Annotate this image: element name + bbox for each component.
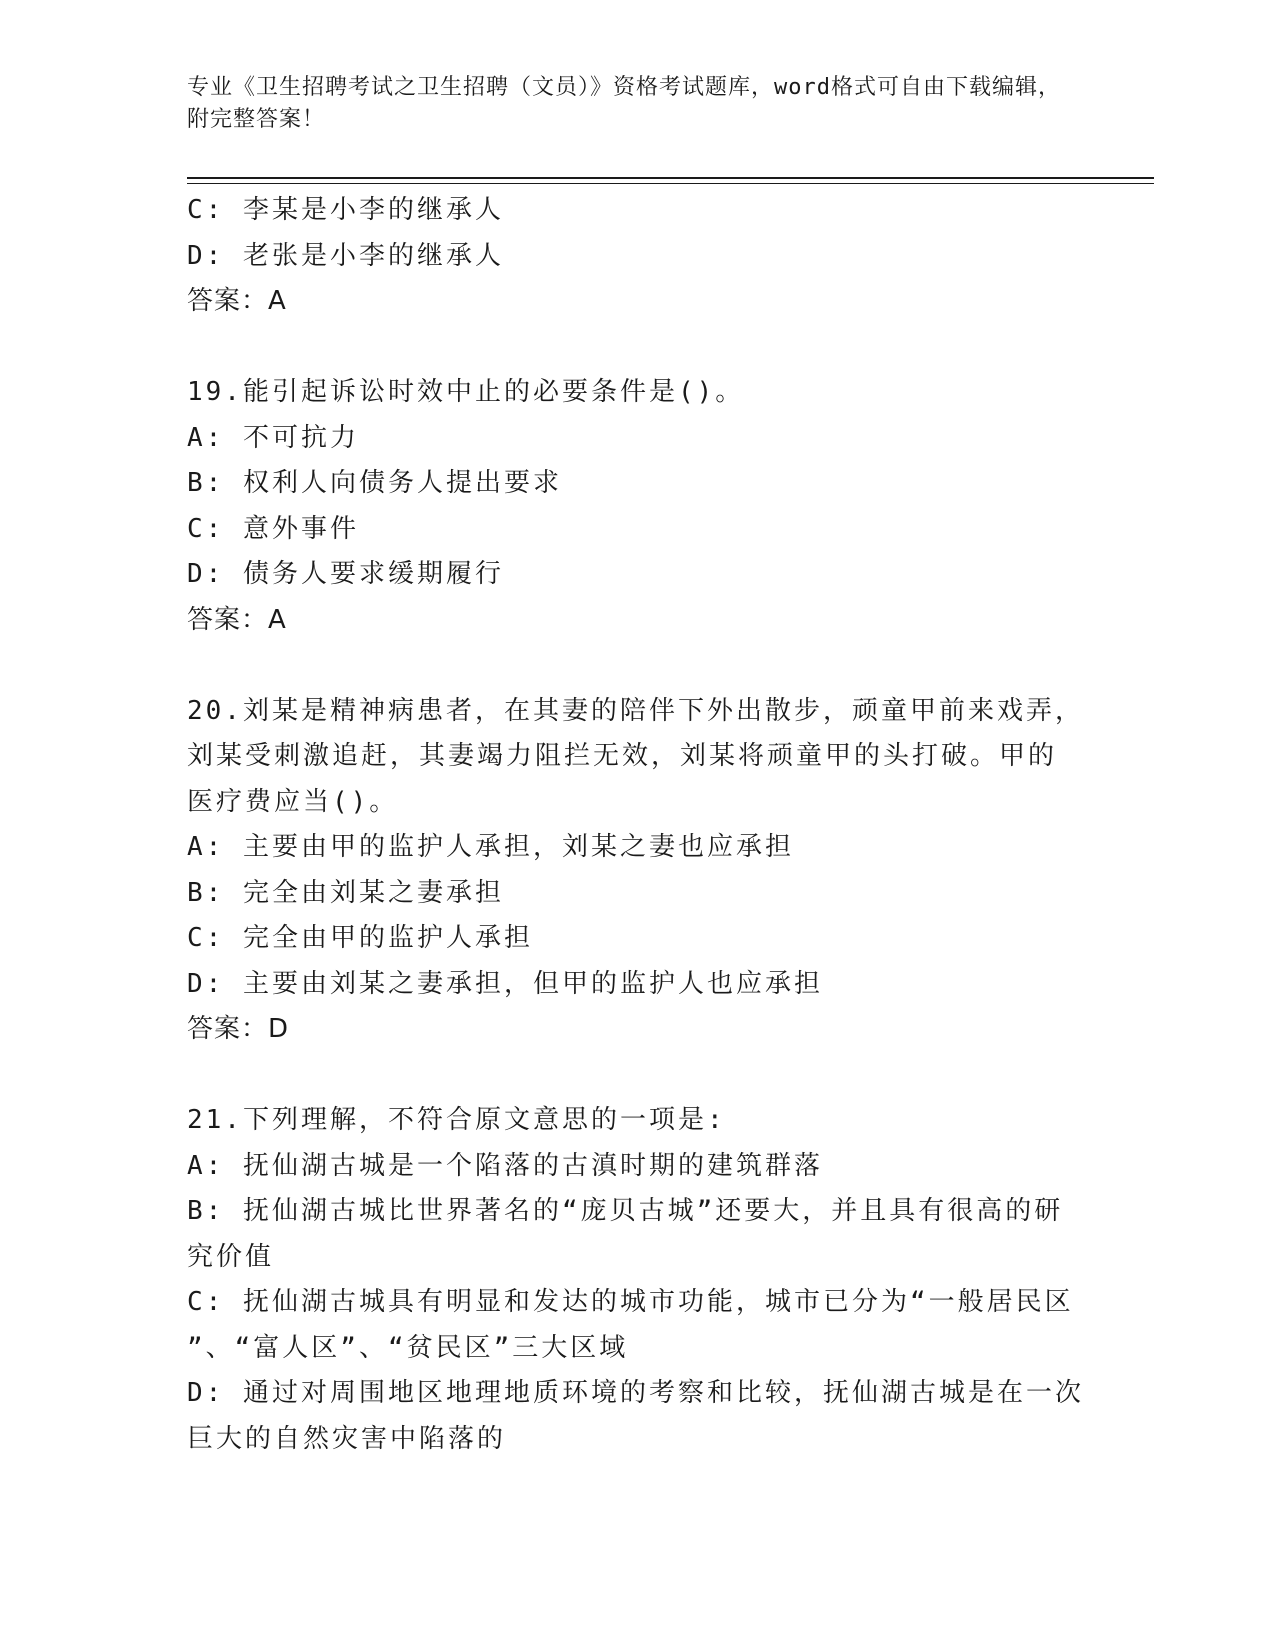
spacer: [187, 325, 1087, 371]
option-line: D: 债务人要求缓期履行: [187, 559, 504, 589]
option-line: B: 完全由刘某之妻承担: [187, 877, 504, 908]
header-rule-thin: [187, 183, 1154, 184]
option-line: A: 抚仙湖古城是一个陷落的古滇时期的建筑群落: [187, 1150, 823, 1181]
option-line: ”、“富人区”、“贫民区”三大区域: [187, 1332, 629, 1363]
header-rule-thick: [187, 177, 1154, 179]
option-line: B: 抚仙湖古城比世界著名的“庞贝古城”还要大，并且具有很高的研: [187, 1196, 1064, 1226]
page-header: 专业《卫生招聘考试之卫生招聘（文员）》资格考试题库，word格式可自由下载编辑，附完整答案！: [187, 75, 1061, 132]
question-content: [187, 188, 1087, 1462]
spacer: [187, 1053, 1087, 1099]
option-line: A: 主要由甲的监护人承担，刘某之妻也应承担: [187, 832, 794, 862]
spacer: [187, 643, 1087, 689]
question-line: 20.刘某是精神病患者，在其妻的陪伴下外出散步，顽童甲前来戏弄，: [187, 695, 1084, 726]
answer-line: 答案：A: [187, 286, 287, 316]
question-line: 刘某受刺激追赶，其妻竭力阻拦无效，刘某将顽童甲的头打破。甲的: [187, 741, 1058, 771]
question-line: 21.下列理解，不符合原文意思的一项是:: [187, 1105, 726, 1135]
answer-line: 答案：D: [187, 1014, 290, 1044]
option-line: D: 通过对周围地区地理地质环境的考察和比较，抚仙湖古城是在一次: [187, 1378, 1084, 1408]
option-line: C: 完全由甲的监护人承担: [187, 923, 533, 953]
option-line: C: 李某是小李的继承人: [187, 195, 504, 225]
question-block: [187, 689, 1087, 1053]
option-line: D: 老张是小李的继承人: [187, 240, 504, 271]
option-line: 巨大的自然灾害中陷落的: [187, 1423, 507, 1454]
question-line: 医疗费应当()。: [187, 786, 399, 817]
option-line: 究价值: [187, 1241, 275, 1272]
question-block: [187, 370, 1087, 643]
question-block: [187, 1098, 1087, 1462]
option-line: A: 不可抗力: [187, 422, 359, 453]
question-line: 19.能引起诉讼时效中止的必要条件是()。: [187, 377, 745, 407]
option-line: D: 主要由刘某之妻承担，但甲的监护人也应承担: [187, 968, 823, 999]
option-line: B: 权利人向债务人提出要求: [187, 468, 562, 498]
question-block: [187, 188, 1087, 325]
answer-line: 答案：A: [187, 604, 287, 635]
option-line: C: 意外事件: [187, 513, 359, 544]
option-line: C: 抚仙湖古城具有明显和发达的城市功能，城市已分为“一般居民区: [187, 1287, 1074, 1317]
